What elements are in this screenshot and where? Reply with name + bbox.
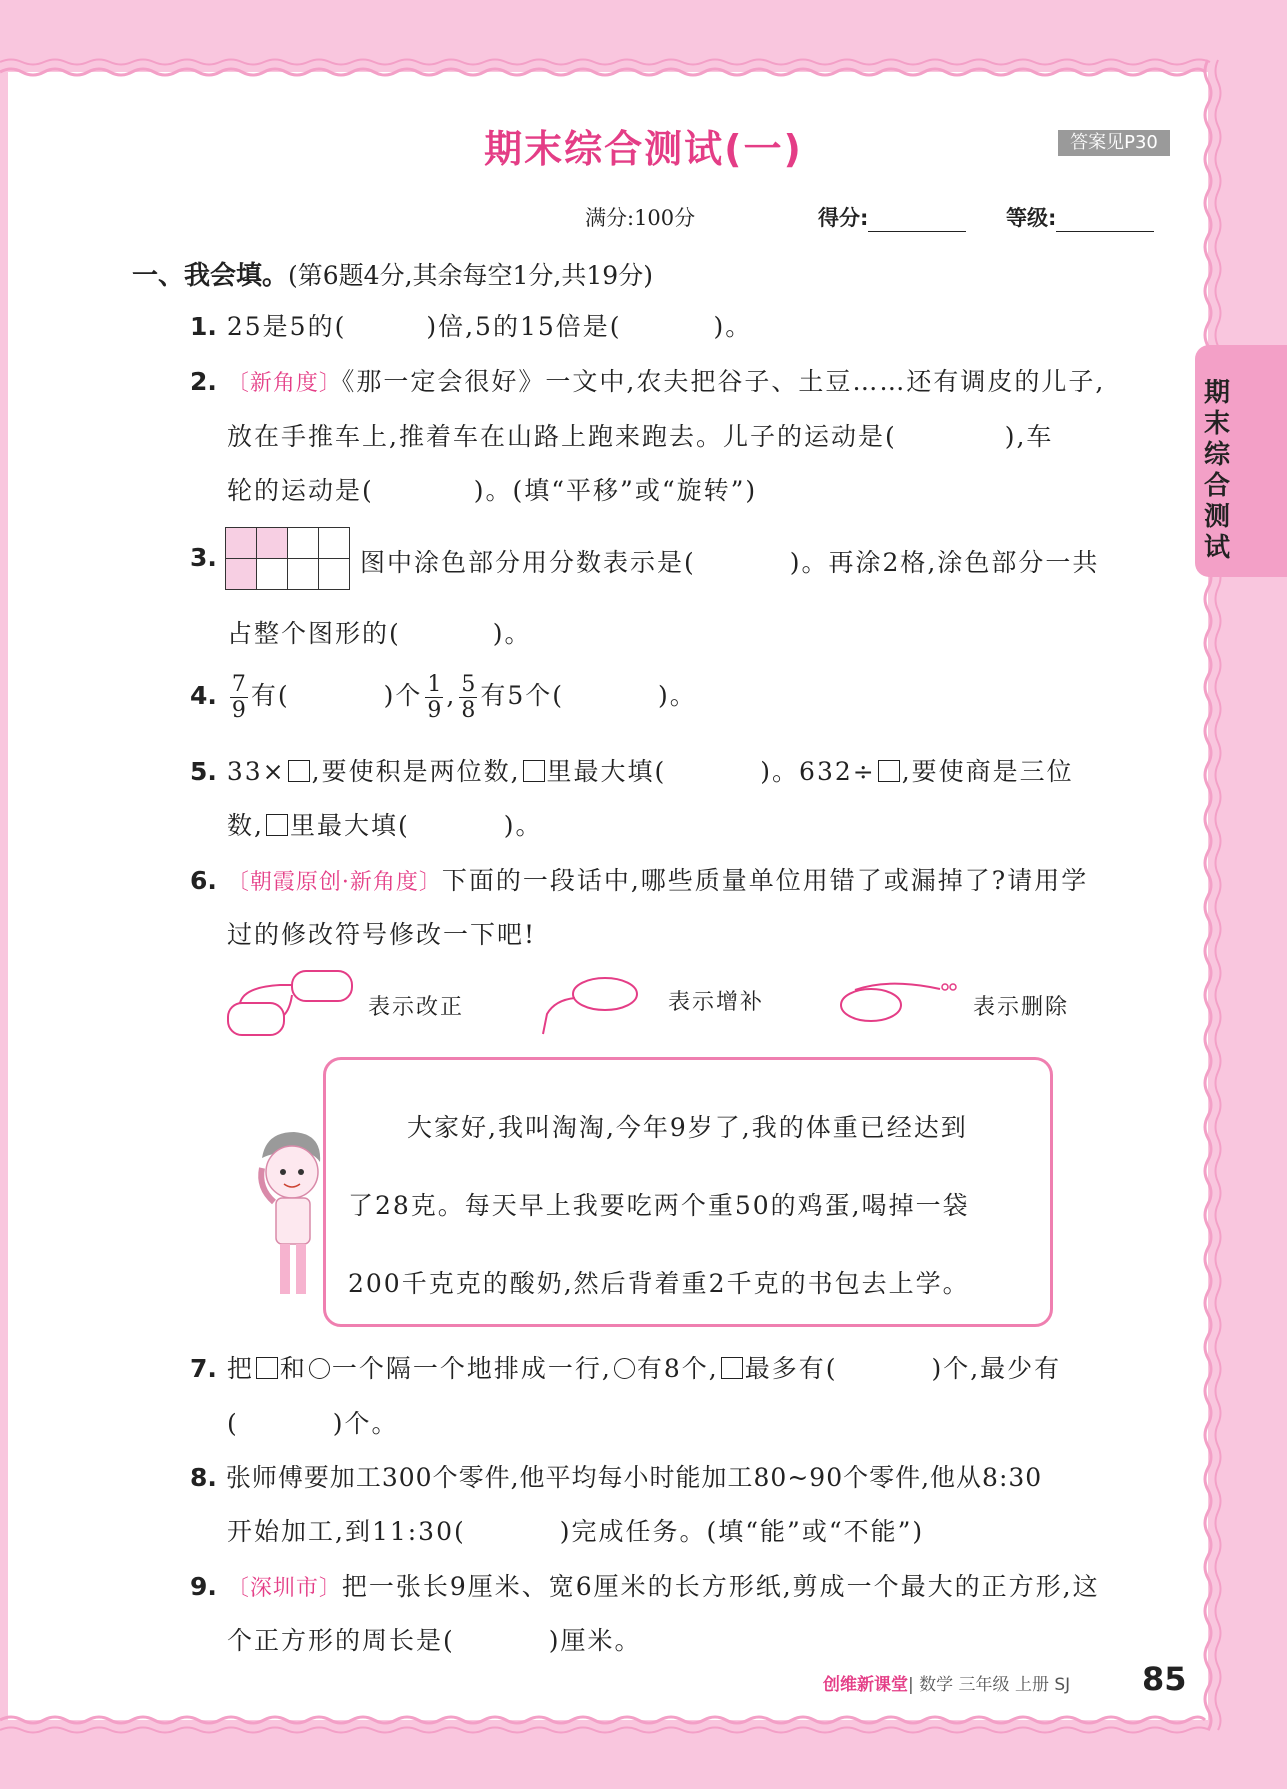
shaded-grid-figure xyxy=(225,527,350,590)
grid-cell-shaded xyxy=(226,528,257,559)
page-number: 85 xyxy=(1142,1660,1187,1698)
question-number: 7. xyxy=(190,1354,217,1383)
question-number: 2. xyxy=(190,367,217,396)
question-number: 4. xyxy=(190,681,217,710)
question-3 xyxy=(190,543,217,572)
grid-cell xyxy=(257,559,288,590)
question-1: 1. 25是5的( )倍,5的15倍是( )。 xyxy=(190,312,753,341)
grid-cell xyxy=(319,528,350,559)
question-tag: 〔朝霞原创·新角度〕 xyxy=(226,870,442,895)
question-2: 2. 〔新角度〕《那一定会很好》一文中,农夫把谷子、土豆……还有调皮的儿子, xyxy=(190,367,1106,396)
question-6-line-2: 过的修改符号修改一下吧! xyxy=(227,920,537,949)
grid-cell-shaded xyxy=(226,559,257,590)
question-2-line-3: 轮的运动是( )。(填“平移”或“旋转”) xyxy=(227,476,758,505)
section-1-note: (第6题4分,其余每空1分,共19分) xyxy=(288,261,653,290)
story-line: 200千克克的酸奶,然后背着重2千克的书包去上学。 xyxy=(348,1269,970,1298)
question-number: 8. xyxy=(190,1463,217,1492)
page-title: 期末综合测试(一) xyxy=(484,127,803,171)
score-blank[interactable] xyxy=(868,209,966,232)
footer-info xyxy=(823,1670,1070,1695)
delete-mark-icon xyxy=(835,975,965,1035)
side-tab-char: 合 xyxy=(1203,471,1230,501)
side-tab-char: 综 xyxy=(1203,440,1230,470)
correct-mark-label: 表示改正 xyxy=(368,995,465,1020)
square-symbol xyxy=(288,760,310,782)
grid-cell xyxy=(288,528,319,559)
square-symbol xyxy=(523,760,545,782)
question-4: 4. $\frac{7}{9}$ 有( )个 $\frac{1}{9}$ , $\frac{5}{8}$ 有5个( )。 xyxy=(190,672,697,723)
score-field xyxy=(818,202,966,232)
grid-cell xyxy=(319,559,350,590)
side-tab-char: 试 xyxy=(1203,533,1230,563)
side-tab-label xyxy=(1196,378,1238,564)
side-tab-char: 末 xyxy=(1203,409,1230,439)
square-symbol xyxy=(721,1357,743,1379)
grid-cell-shaded xyxy=(257,528,288,559)
question-number: 5. xyxy=(190,757,217,786)
question-7: 7. 把 和 一个隔一个地排成一行, 有8个, 最多有( )个,最少有 xyxy=(190,1354,1062,1383)
answer-reference-badge: 答案见P30 xyxy=(1058,130,1170,156)
question-3-line-1: 图中涂色部分用分数表示是( )。再涂2格,涂色部分一共 xyxy=(360,548,1100,577)
score-label: 得分: xyxy=(818,206,869,230)
section-1-heading xyxy=(132,255,653,292)
fraction: $\frac{1}{9}$ xyxy=(427,672,442,723)
question-number: 6. xyxy=(190,866,217,895)
delete-mark-label: 表示删除 xyxy=(973,995,1070,1020)
question-tag: 〔深圳市〕 xyxy=(226,1576,342,1601)
grid-cell xyxy=(288,559,319,590)
square-symbol xyxy=(266,814,288,836)
side-tab-char: 测 xyxy=(1203,502,1230,532)
fraction: $\frac{5}{8}$ xyxy=(461,672,476,723)
square-symbol xyxy=(256,1357,278,1379)
insert-mark-icon xyxy=(535,970,645,1040)
grade-label: 等级: xyxy=(1006,206,1057,230)
question-5-line-2: 数, 里最大填( )。 xyxy=(227,811,543,840)
circle-symbol xyxy=(614,1358,635,1379)
question-9: 9. 〔深圳市〕把一张长9厘米、宽6厘米的长方形纸,剪成一个最大的正方形,这 xyxy=(190,1572,1100,1601)
correct-mark-icon xyxy=(220,965,380,1045)
grade-field xyxy=(1006,202,1154,232)
question-number: 3. xyxy=(190,543,217,572)
side-tab-char: 期 xyxy=(1203,378,1230,408)
question-tag: 〔新角度〕 xyxy=(226,371,342,396)
grade-blank[interactable] xyxy=(1056,209,1154,232)
story-line: 大家好,我叫淘淘,今年9岁了,我的体重已经达到 xyxy=(407,1113,968,1142)
footer-brand: 创维新课堂 xyxy=(823,1675,908,1695)
cartoon-boy-icon xyxy=(252,1128,327,1303)
section-1-title: 一、我会填。 xyxy=(132,261,289,291)
square-symbol xyxy=(878,760,900,782)
story-line: 了28克。每天早上我要吃两个重50的鸡蛋,喝掉一袋 xyxy=(348,1191,970,1220)
question-2-line-2: 放在手推车上,推着车在山路上跑来跑去。儿子的运动是( ),车 xyxy=(227,422,1054,451)
question-9-line-2: 个正方形的周长是( )厘米。 xyxy=(227,1626,642,1655)
question-number: 1. xyxy=(190,312,217,341)
question-7-line-2: ( )个。 xyxy=(227,1409,399,1438)
question-5: 5. 33× ,要使积是两位数, 里最大填( )。632÷ ,要使商是三位 xyxy=(190,757,1074,786)
question-8: 8. 张师傅要加工300个零件,他平均每小时能加工80~90个零件,他从8:30 xyxy=(190,1463,1043,1492)
side-tab-vertical-text xyxy=(1196,378,1238,564)
question-number: 9. xyxy=(190,1572,217,1601)
insert-mark-label: 表示增补 xyxy=(668,990,765,1015)
question-3-line-2: 占整个图形的( )。 xyxy=(227,619,532,648)
fraction: $\frac{7}{9}$ xyxy=(231,672,246,723)
full-score: 满分:100分 xyxy=(585,206,696,230)
footer-subject: | 数学 三年级 上册 SJ xyxy=(908,1675,1071,1695)
circle-symbol xyxy=(309,1358,330,1379)
question-8-line-2: 开始加工,到11:30( )完成任务。(填“能”或“不能”) xyxy=(227,1517,925,1546)
question-6: 6. 〔朝霞原创·新角度〕下面的一段话中,哪些质量单位用错了或漏掉了?请用学 xyxy=(190,866,1089,895)
